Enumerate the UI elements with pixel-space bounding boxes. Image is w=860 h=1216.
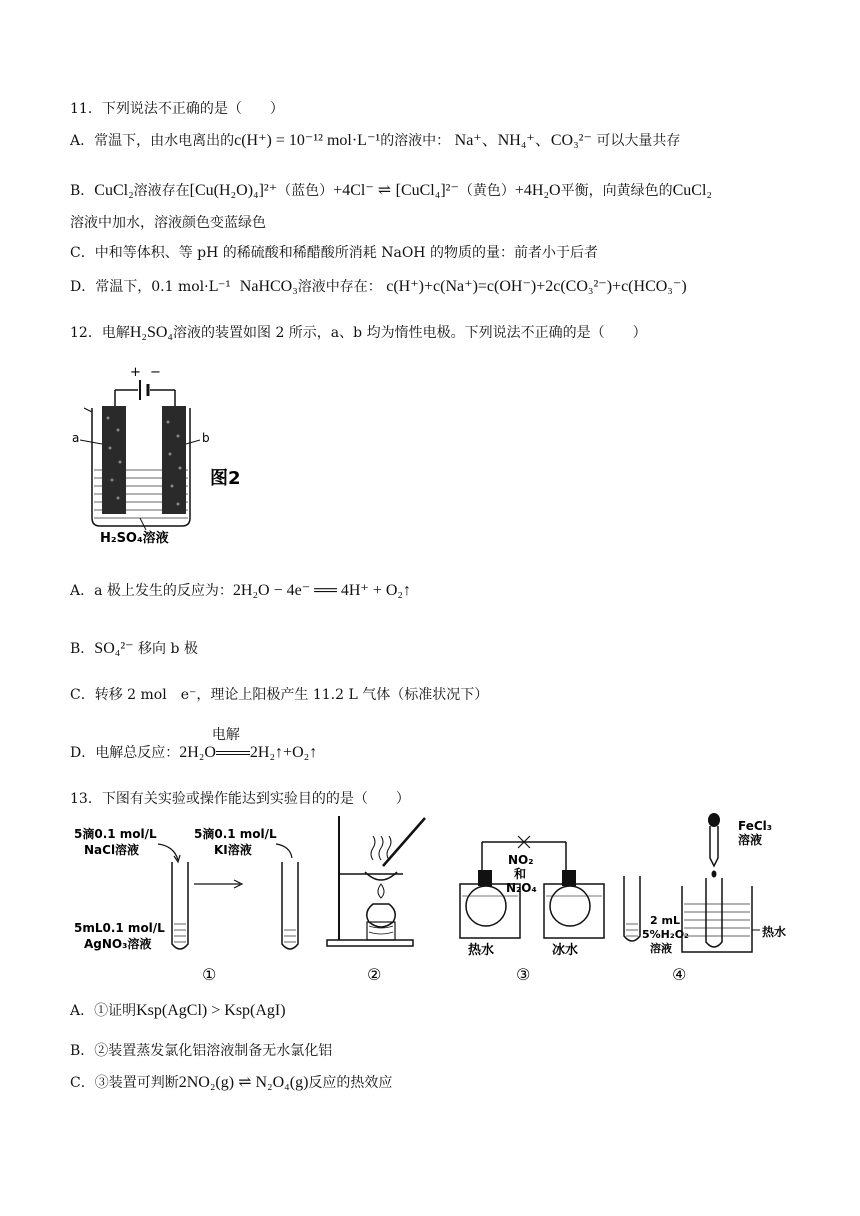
q11-b-plus-water: +4H₂O	[514, 182, 561, 199]
fig2-number: ②	[367, 965, 382, 984]
alcohol-lamp	[367, 904, 396, 927]
q11-b-prefix: B．	[70, 183, 95, 199]
evaporating-dish	[365, 872, 397, 880]
q11-option-c: C．中和等体积、等 pH 的稀硫酸和稀醋酸所消耗 NaOH 的物质的量：前者小于后者	[70, 245, 598, 261]
tube-line1: 2 mL	[650, 914, 680, 927]
q11-b-salt2: CuCl₂	[672, 182, 712, 199]
q11-a-prefix: A．常温下，由水电离出的	[70, 133, 235, 149]
q11-b-plus-cl: +4Cl⁻ ⇌	[333, 182, 392, 199]
q12-d-prefix: D．电解总反应：	[70, 745, 180, 761]
q12-option-b	[70, 638, 198, 660]
fig4-number: ④	[672, 965, 687, 984]
figure-3-equilibrium	[458, 822, 608, 987]
q11-b-line2: 溶液中加水，溶液颜色变蓝绿色	[70, 215, 266, 231]
ice-water-label: 冰水	[552, 943, 579, 958]
q13-stem: 13．下图有关实验或操作能达到实验目的的是（ ）	[70, 791, 410, 807]
q11-d-equation: c(H⁺)+c(Na⁺)=c(OH⁻)+2c(CO₃²⁻)+c(HCO₃⁻)	[386, 278, 687, 295]
hot-water-label: 热水	[468, 943, 495, 958]
q11-a-formula: c(H⁺) = 10⁻¹² mol·L⁻¹	[234, 132, 381, 149]
q13-c-suffix: 反应的热效应	[308, 1075, 393, 1091]
q11-option-a	[70, 130, 680, 152]
q12-d-right: 2H₂↑+O₂↑	[249, 744, 318, 761]
flask-left	[466, 886, 506, 926]
q11-option-d	[70, 276, 687, 298]
q12-stem-suffix: 溶液的装置如图 2 所示，a、b 均为惰性电极。下列说法不正确的是（ ）	[173, 325, 647, 341]
q13-c-prefix: C．③装置可判断	[70, 1075, 179, 1091]
q11-b-color2: （黄色）	[458, 183, 515, 199]
flask-right	[550, 886, 590, 926]
tube-line3: 溶液	[650, 942, 672, 955]
reagent-line1: FeCl₃	[738, 819, 773, 833]
electrolysis-figure	[70, 358, 270, 548]
q11-d-salt: NaHCO₃	[239, 278, 298, 295]
reagent2-line1: 5滴0.1 mol/L	[194, 827, 277, 841]
figure-1-precipitation	[70, 822, 320, 987]
figure-4-catalysis	[610, 812, 800, 987]
solution-label: H₂SO₄溶液	[100, 531, 169, 546]
glass-rod	[383, 818, 425, 866]
q13-a-relation: Ksp(AgCl) > Ksp(AgI)	[136, 1002, 286, 1019]
q11-b-salt: CuCl₂	[94, 182, 134, 199]
q12-a-prefix: A．a 极上发生的反应为：	[70, 583, 233, 599]
label-b: b	[202, 431, 210, 445]
figure-caption: 图2	[210, 468, 241, 489]
reagent-line2: 溶液	[738, 833, 763, 847]
fig3-number: ③	[516, 965, 531, 984]
base-line1: 5mL0.1 mol/L	[74, 921, 165, 935]
reagent1-line2: NaCl溶液	[84, 843, 140, 857]
q12-d-arrow	[211, 727, 250, 764]
q12-d-condition-wrap	[179, 727, 318, 764]
electrode-a	[102, 406, 126, 514]
figure-2-evaporation	[325, 812, 435, 987]
electrode-b	[162, 406, 186, 514]
q12-b-ion: SO₄²⁻	[94, 640, 134, 657]
q11-b-complex1: [Cu(H₂O)₄]²⁺	[189, 182, 278, 199]
hot-water-label-4: 热水	[762, 925, 787, 939]
ice-water-trough	[544, 884, 604, 938]
base-line2: AgNO₃溶液	[84, 937, 152, 951]
q12-option-a	[70, 580, 411, 602]
water-bath	[682, 886, 752, 952]
q11-a-suffix: 的溶液中：	[380, 133, 451, 149]
q13-c-equation: 2NO₂(g) ⇌ N₂O₄(g)	[178, 1074, 309, 1091]
gas-label-2: 和	[514, 867, 527, 881]
q11-d-prefix: D．常温下，0.1 mol·L⁻¹	[70, 279, 231, 295]
q12-option-d	[70, 727, 318, 764]
tube-left	[624, 876, 640, 941]
q11-d-t1: 溶液中存在：	[297, 279, 382, 295]
reagent2-line2: KI溶液	[214, 843, 252, 857]
q12-b-suffix: 移向 b 极	[138, 641, 198, 657]
gas-label-3: N₂O₄	[506, 881, 537, 895]
q12-stem-formula: H₂SO₄	[129, 324, 173, 341]
stand-base	[327, 940, 413, 946]
q11-option-b	[70, 180, 712, 202]
q12-option-c: C．转移 2 mol e⁻，理论上阳极产生 11.2 L 气体（标准状况下）	[70, 687, 489, 703]
q11-b-t1: 溶液存在	[133, 183, 190, 199]
minus-label: −	[150, 365, 161, 380]
q12-d-left: 2H₂O	[179, 744, 216, 761]
q13-a-prefix: A．①证明	[70, 1003, 137, 1019]
q12-b-prefix: B．	[70, 641, 95, 657]
q13-option-b: B．②装置蒸发氯化铝溶液制备无水氯化铝	[70, 1043, 333, 1059]
q11-stem: 11．下列说法不正确的是（ ）	[70, 101, 284, 117]
dropper-bulb	[708, 813, 720, 827]
fig1-number: ①	[202, 965, 217, 984]
q12-a-equation: 2H₂O − 4e⁻ ══ 4H⁺ + O₂↑	[232, 582, 412, 599]
plus-label: +	[130, 365, 141, 380]
label-a: a	[72, 431, 80, 445]
wood-block	[367, 922, 395, 940]
q13-option-a	[70, 1000, 286, 1022]
reagent1-line1: 5滴0.1 mol/L	[74, 827, 157, 841]
q13-option-c	[70, 1072, 392, 1094]
gas-label-1: NO₂	[508, 853, 534, 867]
tube-line2: 5%H₂O₂	[642, 928, 689, 941]
q12-stem-prefix: 12．电解	[70, 325, 130, 341]
q11-a-end: 可以大量共存	[596, 133, 681, 149]
q12-d-condition: 电解	[211, 727, 240, 743]
q11-b-color1: （蓝色）	[277, 183, 334, 199]
q11-b-t2: 平衡，向黄绿色的	[560, 183, 673, 199]
q12-stem	[70, 322, 647, 344]
dropper	[710, 826, 718, 866]
q11-a-ions: Na⁺、NH₄⁺、CO₃²⁻	[454, 132, 592, 149]
q11-b-complex2: [CuCl₄]²⁻	[395, 182, 459, 199]
